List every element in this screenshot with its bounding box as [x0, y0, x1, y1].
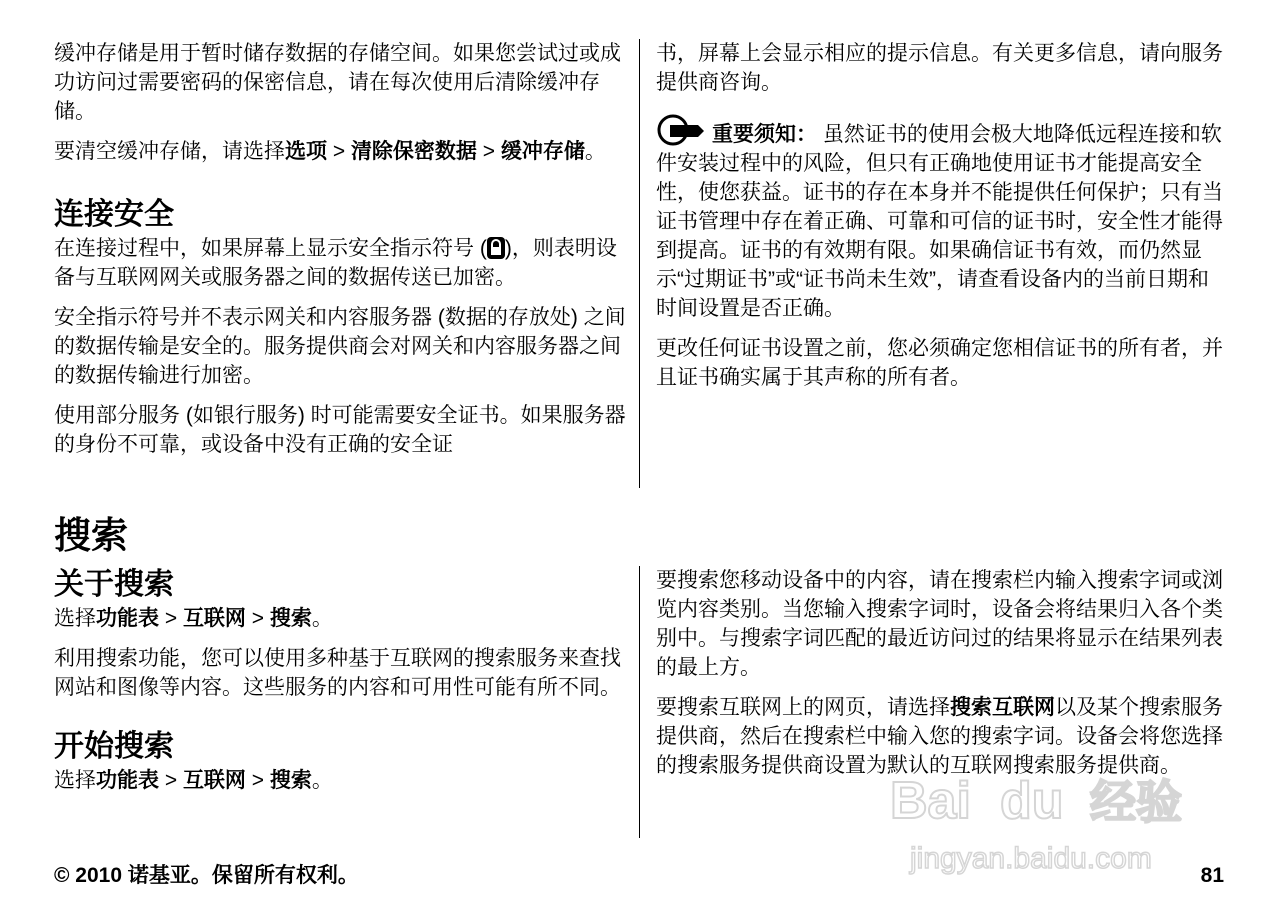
important-note: 重要须知： 虽然证书的使用会极大地降低远程连接和软件安装过程中的风险，但只有正确地使用证书才能提高安全性，使您获益。证书的存在本身并不能提供任何保护；只有当证书管理中存在着正确、可靠和可信的证书时，安全性才能得到提高。证书的有效期有限。如果确信证书有效，而仍然显示“过期证书”或“证书尚未生效”，请查看设备内的当前日期和时间设置是否正确。	[656, 113, 1226, 323]
column-divider-top	[639, 39, 640, 488]
bottom-left-column	[54, 566, 626, 806]
page-number: 81	[1200, 864, 1224, 887]
lock-icon	[487, 237, 505, 259]
copyright: © 2010 诺基亚。保留所有权利。	[54, 864, 359, 887]
menu-search-2: 搜索	[269, 769, 312, 792]
clear-cache-instruction: 要清空缓冲存储，请选择选项 > 清除保密数据 > 缓冲存储。	[54, 140, 606, 163]
chapter-title: 搜索	[54, 515, 128, 556]
top-right-column	[656, 39, 1226, 403]
watermark-brand: Bai	[890, 772, 971, 830]
watermark-brand2: du	[1000, 772, 1064, 830]
top-left-column	[54, 39, 626, 470]
start-search-path: 选择功能表 > 互联网 > 搜索。	[54, 769, 333, 792]
menu-search: 搜索	[269, 607, 312, 630]
column-divider-bottom	[639, 566, 640, 838]
web-search-paragraph: 要搜索互联网上的网页，请选择搜索互联网以及某个搜索服务提供商，然后在搜索栏中输入您的搜索字词。设备会将您选择的搜索服务提供商设置为默认的互联网搜索服务提供商。	[656, 696, 1223, 777]
about-search-paragraph: 利用搜索功能，您可以使用多种基于互联网的搜索服务来查找网站和图像等内容。这些服务的内容和可用性可能有所不同。	[54, 647, 621, 699]
cache-paragraph: 缓冲存储是用于暂时储存数据的存储空间。如果您尝试过或成功访问过需要密码的保密信息，请在每次使用后清除缓冲存储。	[54, 42, 621, 123]
security-indicator-paragraph: 在连接过程中，如果屏幕上显示安全指示符号 ( )，则表明设备与互联网网关或服务器之间的数据传送已加密。	[54, 237, 617, 289]
certificate-continued-paragraph: 书，屏幕上会显示相应的提示信息。有关更多信息，请向服务提供商咨询。	[656, 42, 1223, 94]
watermark-url: jingyan.baidu.com	[910, 842, 1152, 875]
menu-function-list: 功能表	[96, 607, 159, 630]
menu-internet-2: 互联网	[182, 769, 246, 792]
menu-internet: 互联网	[182, 607, 246, 630]
bottom-right-column	[656, 566, 1228, 791]
note-hand-icon	[656, 113, 712, 147]
certificate-settings-paragraph: 更改任何证书设置之前，您必须确定您相信证书的所有者，并且证书确实属于其声称的所有者。	[656, 337, 1223, 389]
indicator-note-paragraph: 安全指示符号并不表示网关和内容服务器 (数据的存放处) 之间的数据传输是安全的。服务提供商会对网关和内容服务器之间的数据传输进行加密。	[54, 306, 626, 387]
menu-options: 选项	[285, 140, 327, 163]
watermark-jingyan: 经验	[1090, 775, 1182, 829]
about-search-path: 选择功能表 > 互联网 > 搜索。	[54, 607, 333, 630]
section-heading-start-search: 开始搜索	[54, 730, 174, 763]
menu-search-internet: 搜索互联网	[950, 696, 1055, 719]
section-heading-about-search: 关于搜索	[54, 568, 174, 601]
section-heading-connection-security: 连接安全	[54, 198, 174, 231]
menu-clear-privacy-data: 清除保密数据	[350, 140, 477, 163]
certificate-paragraph: 使用部分服务 (如银行服务) 时可能需要安全证书。如果服务器的身份不可靠，或设备中没有正确的安全证	[54, 404, 626, 456]
menu-function-list-2: 功能表	[96, 769, 159, 792]
device-search-paragraph: 要搜索您移动设备中的内容，请在搜索栏内输入搜索字词或浏览内容类别。当您输入搜索字词时，设备会将结果归入各个类别中。与搜索字词匹配的最近访问过的结果将显示在结果列表的最上方。	[656, 569, 1223, 679]
menu-cache: 缓冲存储	[500, 140, 585, 163]
note-label: 重要须知：	[712, 123, 817, 146]
